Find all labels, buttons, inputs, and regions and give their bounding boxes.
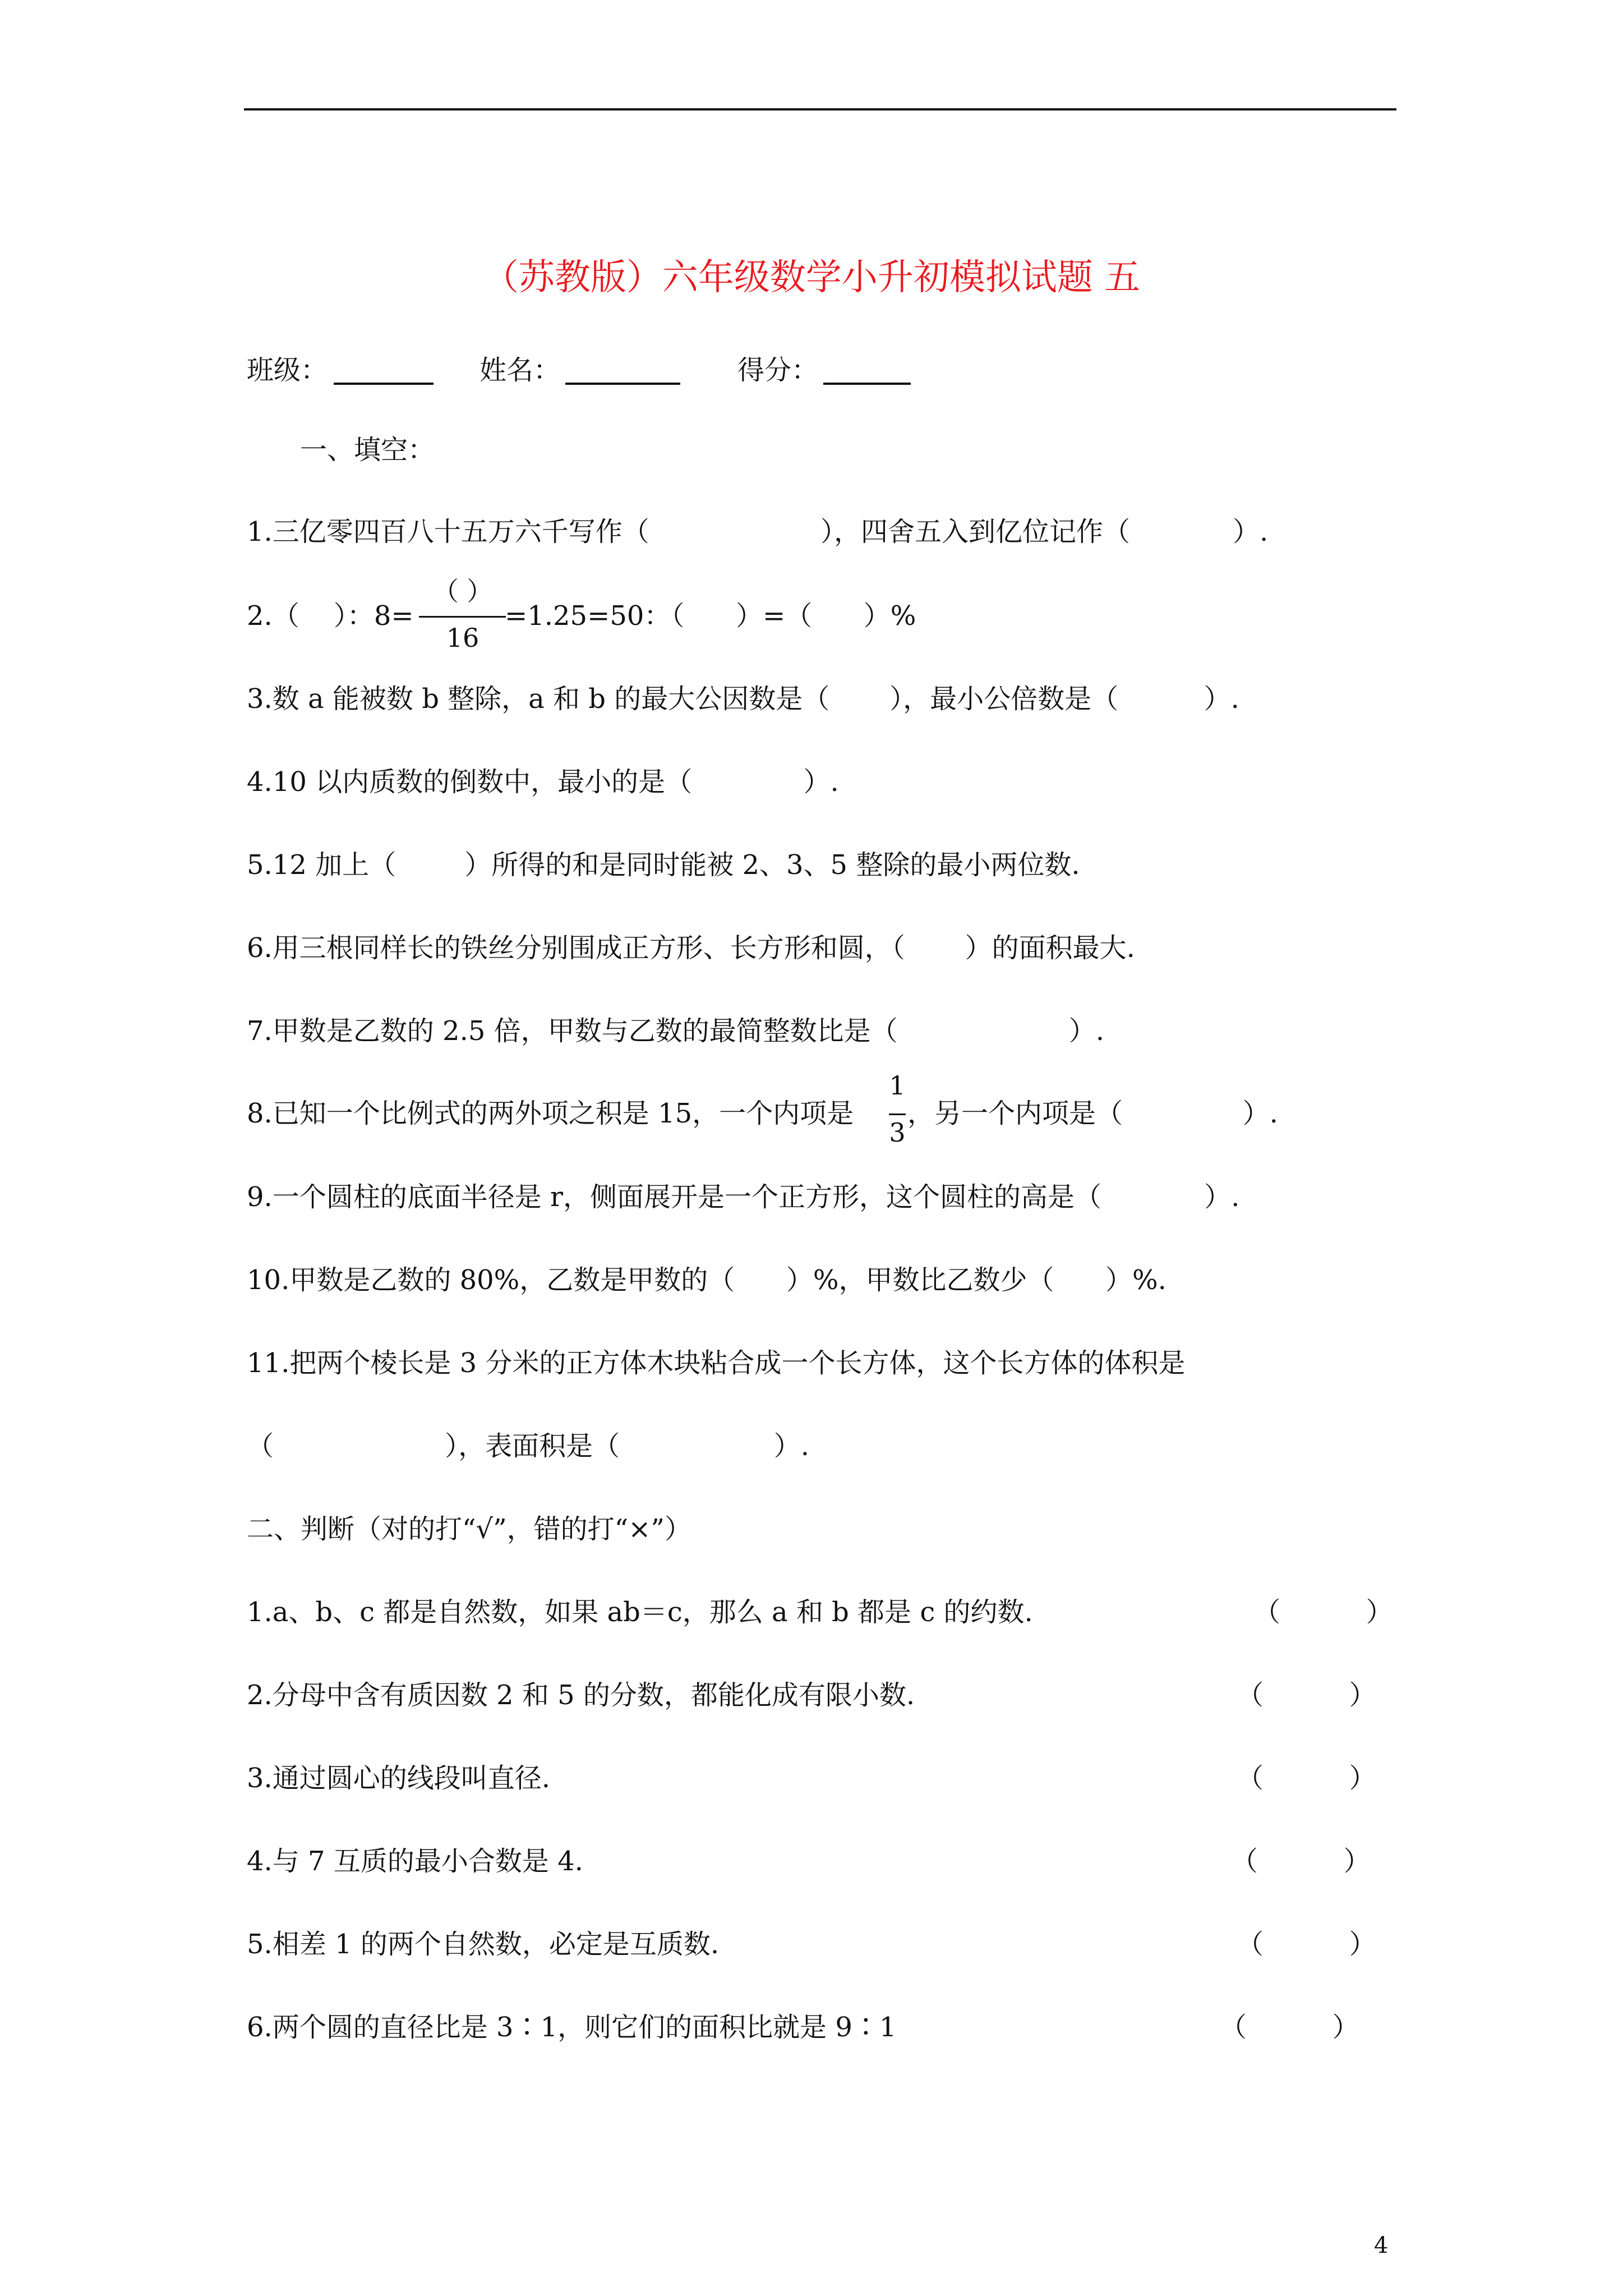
question-9: 9.一个圆柱的底面半径是 r，侧面展开是一个正方形，这个圆柱的高是（ ）. xyxy=(247,1181,1240,1213)
judgement-1: 1.a、b、c 都是自然数，如果 ab＝c，那么 a 和 b 都是 c 的约数. xyxy=(247,1596,1033,1628)
score-label: 得分： xyxy=(737,355,819,386)
page-number: 4 xyxy=(1374,2233,1389,2258)
question-7: 7.甲数是乙数的 2.5 倍，甲数与乙数的最简整数比是（ ）. xyxy=(247,1015,1105,1047)
question-6: 6.用三根同样长的铁丝分别围成正方形、长方形和圆，（ ）的面积最大. xyxy=(247,932,1135,964)
question-11-line-2: （ ），表面积是（ ）. xyxy=(247,1430,810,1462)
judgement-6-answer[interactable]: （ ） xyxy=(1220,2012,1359,2043)
judgement-1-answer[interactable]: （ ） xyxy=(1253,1596,1393,1628)
name-blank[interactable] xyxy=(565,358,680,385)
section2-heading: 二、判断（对的打“√”，错的打“×”） xyxy=(247,1513,691,1545)
judgement-5: 5.相差 1 的两个自然数，必定是互质数. xyxy=(247,1929,720,1960)
name-label: 姓名： xyxy=(479,355,561,386)
judgement-4: 4.与 7 互质的最小合数是 4. xyxy=(247,1846,583,1877)
q2-fraction-numerator: （ ） xyxy=(432,576,493,606)
score-blank[interactable] xyxy=(823,358,911,385)
judgement-6: 6.两个圆的直径比是 3∶1，则它们的面积比就是 9∶1 xyxy=(247,2012,897,2043)
q8-fraction-numerator: 1 xyxy=(889,1070,906,1101)
question-3: 3.数 a 能被数 b 整除，a 和 b 的最大公因数是（ ），最小公倍数是（ ）. xyxy=(247,683,1239,715)
question-8-part-b: ，另一个内项是（ ）. xyxy=(907,1098,1278,1129)
judgement-3-answer[interactable]: （ ） xyxy=(1237,1763,1376,1794)
class-blank[interactable] xyxy=(334,358,434,385)
judgement-4-answer[interactable]: （ ） xyxy=(1231,1846,1371,1877)
judgement-5-answer[interactable]: （ ） xyxy=(1237,1929,1376,1960)
question-5: 5.12 加上（ ）所得的和是同时能被 2、3、5 整除的最小两位数. xyxy=(247,849,1080,881)
q2-fraction-denominator: 16 xyxy=(446,623,479,653)
judgement-3: 3.通过圆心的线段叫直径. xyxy=(247,1763,551,1794)
question-11-line-1: 11.把两个棱长是 3 分米的正方体木块粘合成一个长方体，这个长方体的体积是 xyxy=(247,1347,1186,1379)
q8-fraction-denominator: 3 xyxy=(889,1117,906,1148)
q2-fraction-bar xyxy=(419,616,506,618)
question-8-part-a: 8.已知一个比例式的两外项之积是 15，一个内项是 xyxy=(247,1098,854,1129)
question-2-part-a: 2.（ ）：8= xyxy=(247,600,414,632)
judgement-2: 2.分母中含有质因数 2 和 5 的分数，都能化成有限小数. xyxy=(247,1680,915,1711)
question-2-part-b: =1.25=50：（ ）=（ ）% xyxy=(505,600,916,632)
header-rule xyxy=(244,108,1396,111)
question-10: 10.甲数是乙数的 80%，乙数是甲数的（ ）%，甲数比乙数少（ ）%. xyxy=(247,1264,1166,1296)
page-title: （苏教版）六年级数学小升初模拟试题 五 xyxy=(482,257,1141,298)
section1-heading: 一、填空： xyxy=(300,434,435,466)
question-4: 4.10 以内质数的倒数中，最小的是（ ）. xyxy=(247,766,839,798)
judgement-2-answer[interactable]: （ ） xyxy=(1237,1680,1376,1711)
question-1: 1.三亿零四百八十五万六千写作（ ），四舍五入到亿位记作（ ）. xyxy=(247,516,1269,547)
q8-fraction-bar xyxy=(889,1114,906,1115)
class-label: 班级： xyxy=(247,355,328,386)
